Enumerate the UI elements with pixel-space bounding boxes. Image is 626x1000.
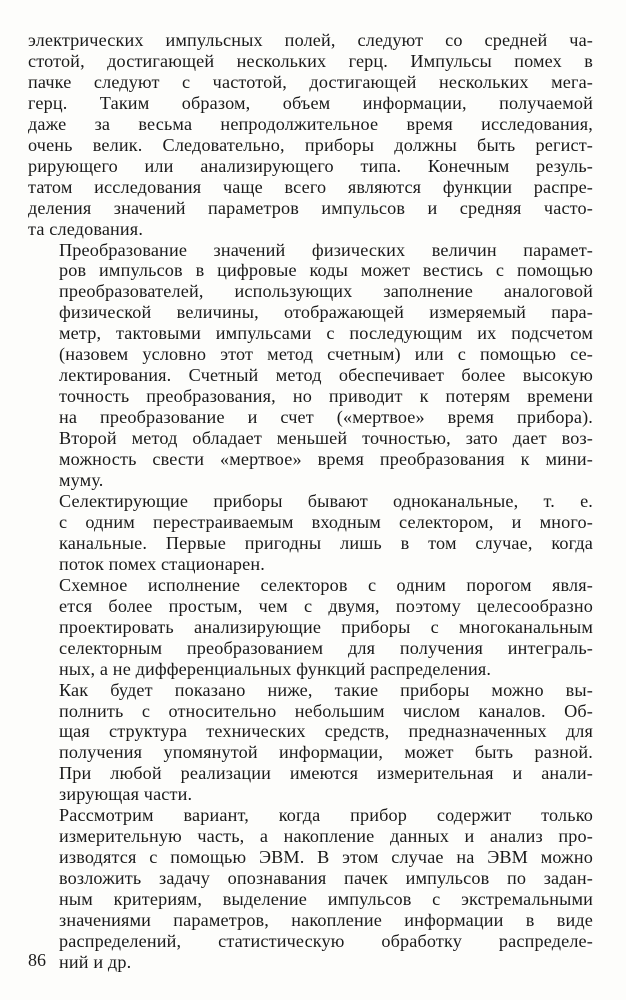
text-line: Преобразование значений физических величин парамет- [59,239,593,260]
text-line: герц. Таким образом, объем информации, получаемой [28,92,593,113]
text-line: ным критериям, выделение импульсов с экстремальными [59,889,593,910]
text-line: значениями параметров, накопление информации в виде [59,910,593,931]
text-line: получения упомянутой информации, может быть разной. [59,742,593,763]
text-line: щая структура технических средств, предназначенных для [59,721,593,742]
text-line: электрических импульсных полей, следуют со средней ча- [28,30,593,50]
text-line: деления значений параметров импульсов и средняя часто- [28,197,593,218]
paragraph [28,680,593,806]
text-line: поток помех стационарен. [59,553,265,574]
paragraph [28,805,593,973]
page-number: 86 [28,950,46,970]
text-line: распределений, статистическую обработку распределе- [59,930,593,951]
text-line: с одним перестраиваемым входным селектором, и много- [59,511,593,532]
text-line: изводятся с помощью ЭВМ. В этом случае на ЭВМ можно [59,847,593,868]
text-line: рирующего или анализирующего типа. Конечным резуль- [28,155,593,176]
text-line: преобразователей, использующих заполнение аналоговой [59,281,593,302]
text-line: та следования. [28,218,144,239]
text-line: лектирования. Счетный метод обеспечивает более высокую [59,365,593,386]
text-line: Схемное исполнение селекторов с одним порогом явля- [59,574,593,595]
text-line: ний и др. [59,951,132,972]
text-line: очень велик. Следовательно, приборы должны быть регист- [28,134,593,155]
text-line: ров импульсов в цифровые коды может вестись с помощью [59,260,593,281]
text-line: Второй метод обладает меньшей точностью, зато дает воз- [59,428,593,449]
text-line: точность преобразования, но приводит к потерям времени [59,386,593,407]
paragraph [28,240,593,491]
text-line: проектировать анализирующие приборы с многоканальным [59,616,593,637]
text-line: физической величины, отображающей измеряемый пара- [59,302,593,323]
text-line: полнить с относительно небольшим числом каналов. Об- [59,700,593,721]
text-line: зирующая части. [59,784,193,805]
text-line: можность свести «мертвое» время преобразования к мини- [59,449,593,470]
text-line: При любой реализации имеются измерительная и анали- [59,763,593,784]
text-line: (назовем условно этот метод счетным) или с помощью се- [59,344,593,365]
paragraph [28,491,593,575]
paragraph [28,575,593,680]
text-line: измерительную часть, а накопление данных и анализ про- [59,826,593,847]
text-line: на преобразование и счет («мертвое» время прибора). [59,407,593,428]
text-line: стотой, достигающей нескольких герц. Импульсы помех в [28,50,593,71]
text-line: возложить задачу опознавания пачек импульсов по задан- [59,868,593,889]
text-line: метр, тактовыми импульсами с последующим их подсчетом [59,323,593,344]
text-line: Рассмотрим вариант, когда прибор содержит только [59,805,593,826]
text-line: селекторным преобразованием для получения интеграль- [59,637,593,658]
text-line: ных, а не дифференциальных функций распределения. [59,658,492,679]
text-line: Как будет показано ниже, такие приборы можно вы- [59,679,593,700]
text-line: даже за весьма непродолжительное время исследования, [28,113,593,134]
text-line: канальные. Первые пригодны лишь в том случае, когда [59,532,593,553]
text-line: Селектирующие приборы бывают одноканальные, т. е. [59,490,593,511]
text-line: татом исследования чаще всего являются функции распре- [28,176,593,197]
text-line: пачке следуют с частотой, достигающей нескольких мега- [28,71,593,92]
body-text [28,30,593,973]
paragraph [28,30,593,240]
text-line: муму. [59,470,104,491]
text-line: ется более простым, чем с двумя, поэтому целесообразно [59,595,593,616]
